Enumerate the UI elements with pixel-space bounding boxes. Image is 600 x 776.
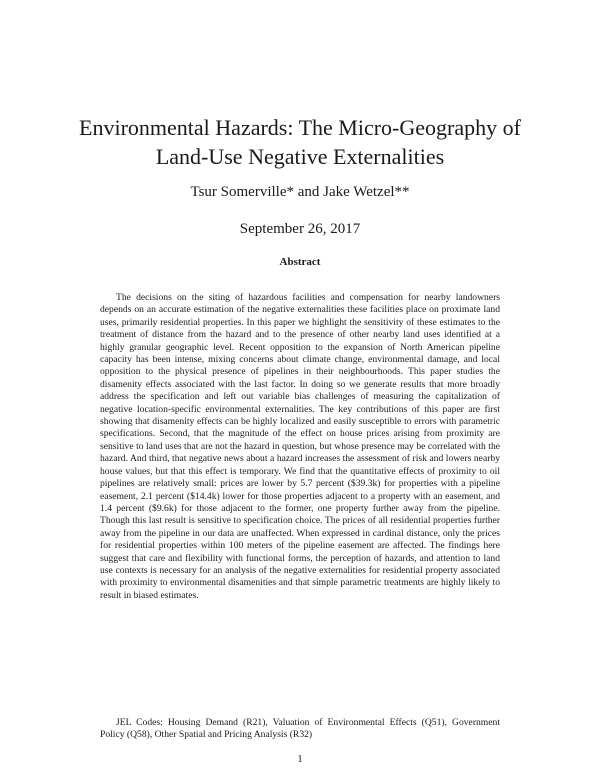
- paper-title-line-1: Environmental Hazards: The Micro-Geography of: [79, 115, 521, 140]
- paper-authors: Tsur Somerville* and Jake Wetzel**: [190, 184, 410, 200]
- jel-codes: JEL Codes: Housing Demand (R21), Valuation of Environmental Effects (Q51), Government Policy (Q58), Other Spatial and Pricing Analysis (R32): [100, 717, 500, 741]
- abstract-body: The decisions on the siting of hazardous facilities and compensation for nearby landowners depends on an accurate estimation of the negative externalities these facilities place on proximate land uses, primarily residential properties. In this paper we highlight the sensitivity of these estimates to the treatment of distance from the hazard and to the presence of other nearby land uses identified at a highly granular geographic level. Recent opposition to the expansion of North American pipeline capacity has been intense, mixing concerns about climate change, environmental damage, and local opposition to the physical presence of pipelines in their neighbourhoods. This paper studies the disamenity effects associated with the last factor. In doing so we generate results that more broadly address the specification and left out variable bias challenges of measuring the capitalization of negative location-specific environmental externalities. The key contributions of this paper are first showing that disamenity effects can be highly localized and easily susceptible to errors with parametric specifications. Second, that the magnitude of the effect on house prices arising from proximity are sensitive to land uses that are not the hazard in question, but whose presence may be correlated with the hazard. And third, that negative news about a hazard increases the assessment of risk and lowers nearby house values, but that this effect is temporary. We find that the quantitative effects of proximity to oil pipelines are relatively small: prices are lower by 5.7 percent ($39.3k) for properties with a pipeline easement, 2.1 percent ($14.4k) lower for those properties adjacent to a property with an easement, and 1.4 percent ($9.6k) for those adjacent to the former, one property further away from the pipeline. Though this last result is sensitive to specification choice. The prices of all residential properties further away from the pipeline in our data are unaffected. When expressed in cardinal distance, only the prices for residential properties within 100 meters of the pipeline easement are affected. The findings here suggest that care and flexibility with functional forms, the perception of hazards, and attention to land use contexts is necessary for an analysis of the negative externalities for residential property associated with proximity to environmental disamenities and that simple parametric treatments are highly likely to result in biased estimates.: [100, 292, 500, 601]
- abstract-heading: Abstract: [279, 256, 321, 268]
- paper-title-line-2: Land-Use Negative Externalities: [155, 144, 445, 169]
- paper-title: [60, 113, 540, 171]
- paper-date: September 26, 2017: [239, 221, 361, 237]
- page-number: 1: [297, 753, 303, 765]
